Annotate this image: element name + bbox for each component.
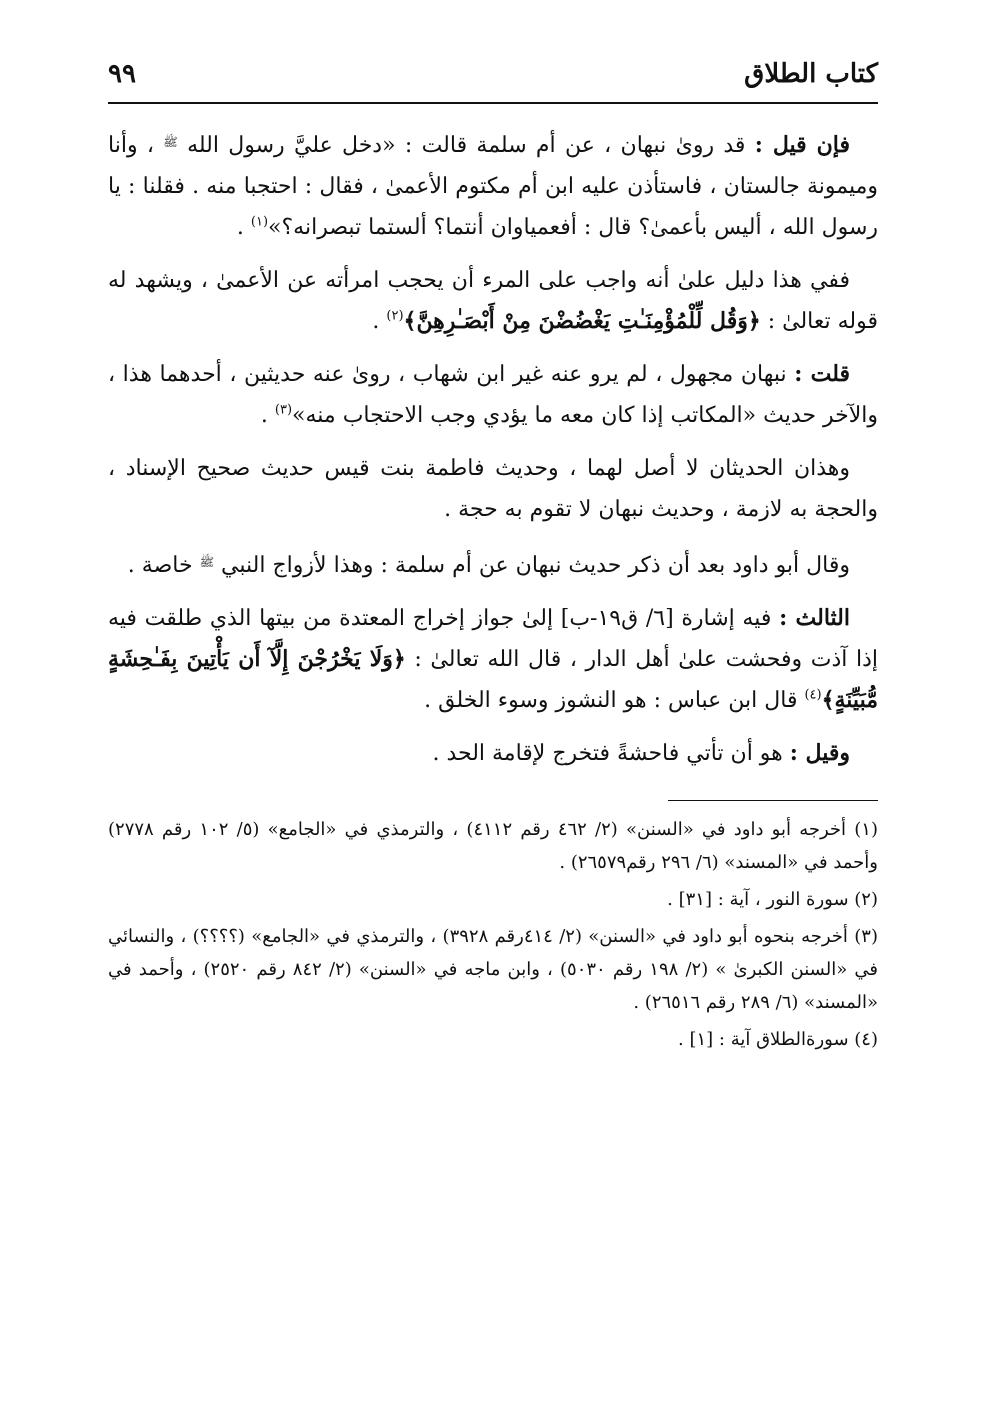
quran-verse: ﴿وَقُل لِّلْمُؤْمِنَـٰتِ يَغْضُضْنَ مِنْ أَبْصَـٰرِهِنَّ﴾: [403, 308, 761, 334]
footnote-2: (٢) سورة النور ، آية : [٣١] .: [667, 889, 878, 910]
paragraph-evidence: ففي هذا دليل علىٰ أنه واجب على المرء أن يحجب امرأته عن الأعمىٰ ، ويشهد له قوله تعالىٰ : ﴿وَقُل لِّلْمُؤْمِنَـٰتِ يَغْضُضْنَ مِنْ أَبْصَـٰرِهِنَّ﴾$^{(٢)}$ .: [108, 268, 878, 334]
header-divider: [108, 102, 878, 104]
book-page: [108, 52, 878, 1060]
footnote-ref[interactable]: (٤): [804, 687, 822, 703]
page-number: ٩٩: [108, 59, 136, 89]
salutation-glyph: ﷺ: [199, 555, 215, 569]
paragraph-third: [108, 598, 878, 721]
lead-word: قلت :: [794, 361, 850, 387]
salutation-glyph: ﷺ: [163, 135, 178, 149]
paragraph-text: وهذان الحديثان لا أصل لهما ، وحديث فاطمة بنت قيس حديث صحيح الإسناد ، والحجة به لازمة ، وحديث نبهان لا تقوم به حجة .: [108, 456, 878, 522]
paragraph-text: ، وأنا وميمونة جالستان ، فاستأذن عليه ابن أم مكتوم الأعمىٰ ، فقال : احتجبا منه . فقلنا : يا رسول الله ، أليس بأعمىٰ؟ قال : أفعمياوان أنتما؟ ألستما تبصرانه؟»: [108, 133, 878, 240]
paragraph-text: خاصة .: [127, 553, 200, 578]
paragraph-reply: قلت : نبهان مجهول ، لم يرو عنه غير ابن شهاب ، روىٰ عنه حديثين ، أحدهما هذا ، والآخر حديث «المكاتب إذا كان معه ما يؤدي وجب الاحتجاب منه»$^{(٣)}$ .: [108, 361, 878, 428]
footnote-divider: [668, 800, 878, 801]
paragraph-abu-dawud: [108, 542, 878, 586]
lead-word: فإن قيل :: [754, 132, 850, 158]
paragraph-hadith-status: [108, 448, 878, 530]
paragraph-text: نبهان مجهول ، لم يرو عنه غير ابن شهاب ، روىٰ عنه حديثين ، أحدهما هذا ، والآخر حديث «المكاتب إذا كان معه ما يؤدي وجب الاحتجاب منه»: [108, 362, 878, 428]
page-header: [108, 52, 878, 96]
paragraph-text: قال ابن عباس : هو النشوز وسوء الخلق .: [424, 688, 805, 713]
paragraph-objection: فإن قيل : قد روىٰ نبهان ، عن أم سلمة قالت : «دخل عليَّ رسول الله $^ﷺ$ ، وأنا وميمونة جالستان ، فاستأذن عليه ابن أم مكتوم الأعمىٰ ، فقال : احتجبا منه . فقلنا : يا رسول الله ، أليس بأعمىٰ؟ قال : أفعمياوان أنتما؟ ألستما تبصرانه؟»$^{(١)}$ .: [108, 132, 878, 240]
footnote-1: (١) أخرجه أبو داود في «السنن» (٢/ ٤٦٢ رقم ٤١١٢) ، والترمذي في «الجامع» (٥/ ١٠٢ رقم ٢٧٧٨) وأحمد في «المسند» (٦/ ٢٩٦ رقم٢٦٥٧٩) .: [108, 819, 878, 873]
paragraph-text: فيه إشارة [٦/ ق١٩-ب] إلىٰ جواز إخراج المعتدة من بيتها الذي طلقت فيه إذا آذت وفحشت علىٰ أهل الدار ، قال الله تعالىٰ :: [108, 606, 878, 672]
lead-word: وقيل :: [789, 740, 850, 766]
quran-verse: ﴿وَلَا يَخْرُجْنَ إِلَّآ أَن يَأْتِينَ بِفَـٰحِشَةٍ مُّبَيِّنَةٍ﴾: [108, 646, 878, 713]
footnotes: [108, 813, 878, 1056]
footnote-ref[interactable]: (١): [250, 214, 269, 230]
paragraph-text: وقال أبو داود بعد أن ذكر حديث نبهان عن أم سلمة : وهذا لأزواج النبي: [214, 553, 850, 578]
lead-word: الثالث :: [779, 605, 850, 631]
footnote-4: (٤) سورةالطلاق آية : [١] .: [678, 1029, 878, 1050]
chapter-title: كتاب الطلاق: [744, 59, 878, 89]
paragraph-alternative: [108, 733, 878, 774]
paragraph-text: قد روىٰ نبهان ، عن أم سلمة قالت : «دخل عليَّ رسول الله: [177, 133, 755, 158]
footnote-3: (٣) أخرجه بنحوه أبو داود في «السنن» (٢/ ٤١٤رقم ٣٩٢٨) ، والترمذي في «الجامع» (؟؟؟؟) ، والنسائي في «السنن الكبرىٰ » (٢/ ١٩٨ رقم ٥٠٣٠) ، وابن ماجه في «السنن» (٢/ ٨٤٢ رقم ٢٥٢٠) ، وأحمد في «المسند» (٦/ ٢٨٩ رقم ٢٦٥١٦) .: [108, 926, 878, 1013]
main-text: [108, 122, 878, 774]
footnote-ref[interactable]: (٢): [386, 308, 404, 324]
paragraph-text: هو أن تأتي فاحشةً فتخرج لإقامة الحد .: [432, 741, 790, 766]
paragraph-text: ففي هذا دليل علىٰ أنه واجب على المرء أن يحجب امرأته عن الأعمىٰ ، ويشهد له قوله تعالىٰ :: [108, 268, 878, 334]
footnote-ref[interactable]: (٣): [274, 402, 293, 418]
